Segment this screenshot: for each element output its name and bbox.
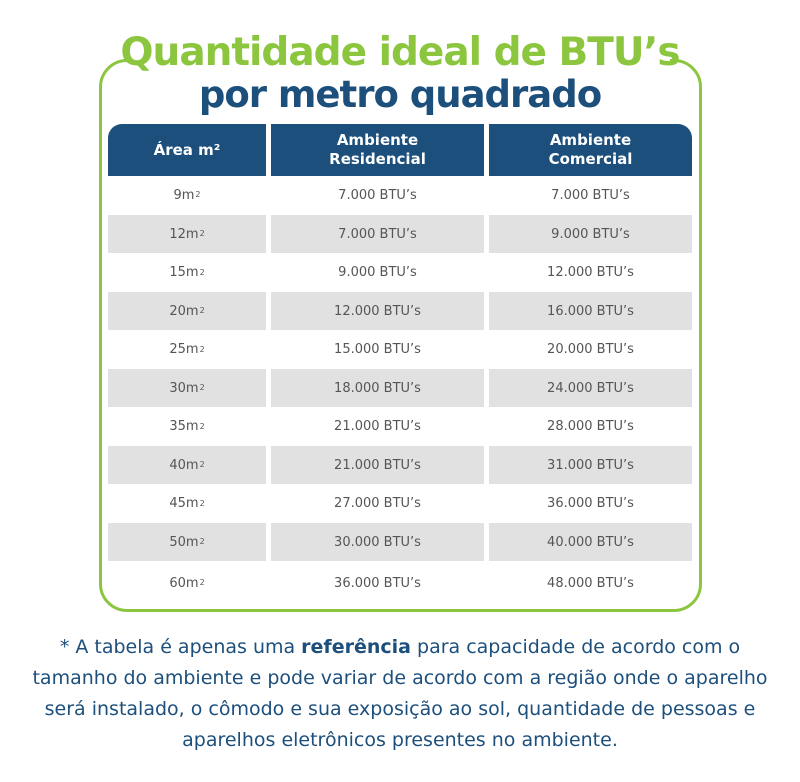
cell-residencial: 27.000 BTU’s [334,496,421,511]
cell-comercial: 24.000 BTU’s [489,369,692,407]
cell-comercial: 28.000 BTU’s [547,419,634,434]
cell-residencial: 30.000 BTU’s [271,523,484,561]
cell-comercial: 12.000 BTU’s [547,265,634,280]
cell-area-value: 40m [169,457,199,473]
header-comercial [489,124,692,176]
table-row [108,523,692,561]
table-row [108,408,692,445]
cell-area: 15m 2 [169,265,205,280]
header-area: Área m² [108,124,266,176]
cell-residencial: 9.000 BTU’s [338,265,417,280]
cell-comercial: 9.000 BTU’s [489,215,692,253]
cell-residencial: 36.000 BTU’s [334,575,421,591]
table-row [108,215,692,253]
cell-area-value: 50m [169,534,199,550]
cell-area: 25m 2 [169,342,205,357]
table-row [108,331,692,368]
cell-residencial: 18.000 BTU’s [271,369,484,407]
cell-residencial: 7.000 BTU’s [338,187,417,203]
cell-comercial: 36.000 BTU’s [547,496,634,511]
page-title: Quantidade ideal de BTU’s [120,30,680,75]
cell-residencial: 21.000 BTU’s [271,446,484,484]
cell-residencial: 7.000 BTU’s [271,215,484,253]
table-row [108,176,692,214]
cell-comercial: 31.000 BTU’s [489,446,692,484]
table-row [108,369,692,407]
header-comercial-line2: Comercial [548,150,633,168]
cell-area-value: 35m [169,419,199,434]
cell-area: 40m 2 [108,446,266,484]
cell-area: 50m 2 [108,523,266,561]
cell-area-value: 60m [169,575,199,591]
cell-comercial: 48.000 BTU’s [547,575,634,591]
cell-residencial: 21.000 BTU’s [334,419,421,434]
cell-area-value: 45m [169,496,199,511]
cell-area: 9m 2 [173,187,201,203]
footnote [20,632,780,756]
header-residencial [271,124,484,176]
cell-area: 30m 2 [108,369,266,407]
header-residencial-line1: Ambiente [336,131,419,149]
cell-area: 12m 2 [108,215,266,253]
header-comercial-line1: Ambiente [549,131,632,149]
cell-area-value: 25m [169,342,199,357]
cell-residencial: 15.000 BTU’s [334,342,421,357]
cell-comercial: 16.000 BTU’s [489,292,692,330]
footnote-suffix: para capacidade de acordo com o tamanho do ambiente e pode variar de acordo com a região onde o aparelho será instalado, o cômodo e sua exposição ao sol, quantidade de pessoas e aparelhos eletrônicos presentes no ambiente. [32,636,768,751]
cell-comercial: 20.000 BTU’s [547,342,634,357]
cell-area-value: 15m [169,265,199,280]
footnote-emphasis: referência [301,636,411,658]
table-row [108,292,692,330]
cell-area: 45m 2 [169,496,205,511]
cell-comercial: 40.000 BTU’s [489,523,692,561]
cell-area-value: 12m [169,226,199,242]
cell-residencial: 12.000 BTU’s [271,292,484,330]
page-subtitle: por metro quadrado [198,73,602,116]
table-row [108,485,692,522]
cell-area: 60m 2 [169,575,205,591]
cell-area: 35m 2 [169,419,205,434]
header-residencial-line2: Residencial [329,150,426,168]
cell-comercial: 7.000 BTU’s [551,187,630,203]
footnote-prefix: * A tabela é apenas uma [59,636,302,658]
cell-area-value: 20m [169,303,199,319]
cell-area: 20m 2 [108,292,266,330]
cell-area-value: 30m [169,380,199,396]
table-row [108,446,692,484]
table-row [108,562,692,604]
table-row [108,254,692,291]
cell-area-value: 9m [173,187,195,203]
